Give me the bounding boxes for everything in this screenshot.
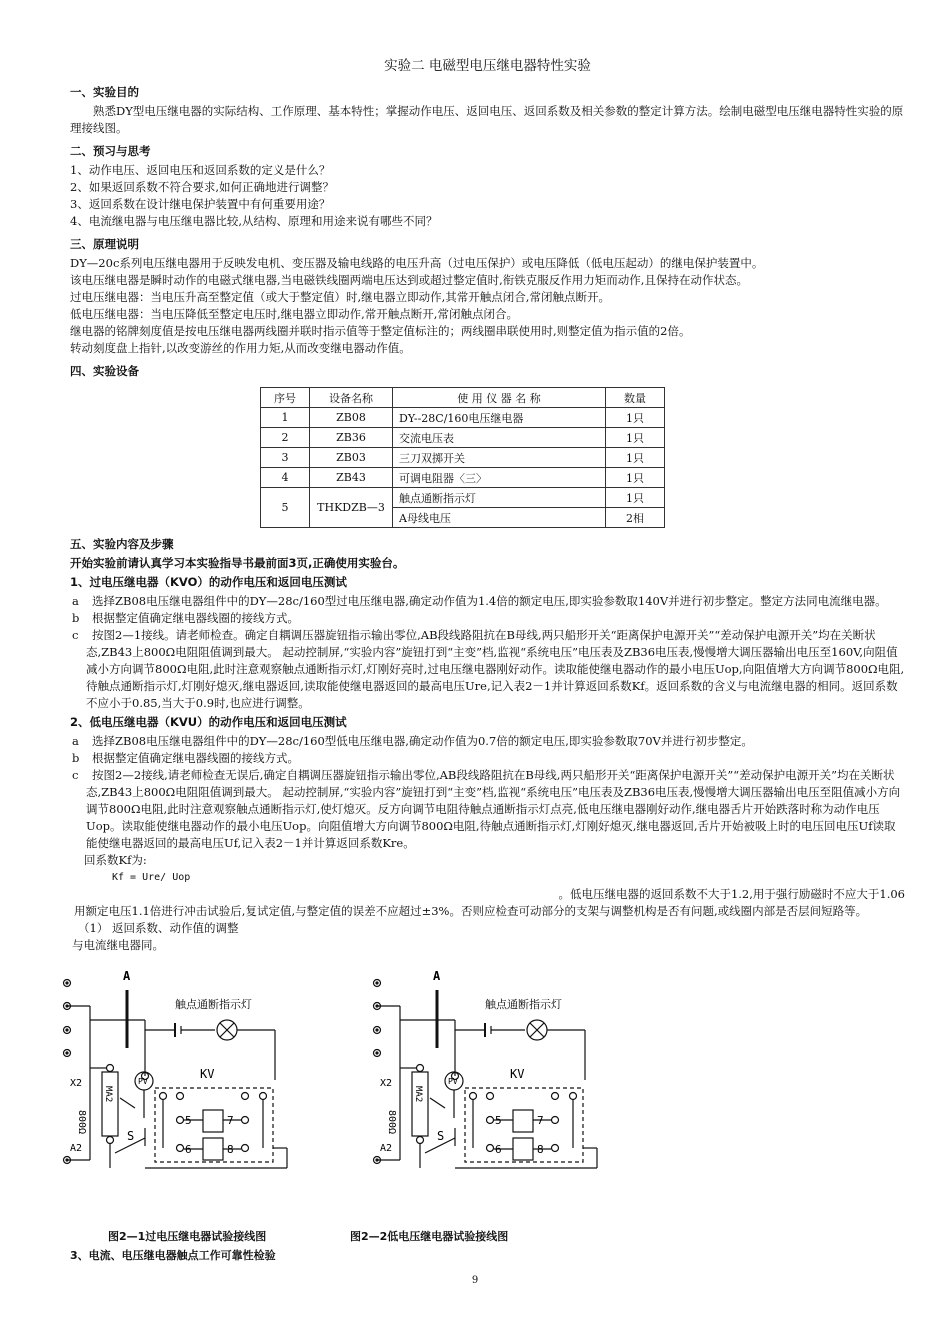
list-text: 按图2—2接线,请老师检查无误后,确定自耦调压器旋钮指示输出零位,AB段线路阻抗在B母线,两只船形开关“距离保护电源开关”“差动保护电源开关”均在关断状态,ZB43上800Ω电阻阻值调到最大。 起动控制屏,“实验内容”旋钮打到“主变”档,监视“系统电压”电压表及ZB36电压表,慢慢增大调压器输出电压至阻值减小方向调节800Ω电阻,此时注意观察触点通断指示灯,使灯熄灭。反方向调节电阻待触点通断指示灯点亮,低电压继电器刚好动作,继电器舌片开始跌落时称为动作电压Uop。读取能使继电器动作的最小电压Uop。向阻值增大方向调节800Ω电阻,待触点通断指示灯,灯刚好熄灭,继电器返回,舌片开始被吸上时的电压回电压Uf读取能使继电器返回的最高电压Uf,记入表2－1并计算返回系数Kre。	[86, 768, 901, 850]
table-cell: 三刀双掷开关	[393, 448, 606, 468]
section-heading: 一、实验目的	[70, 85, 139, 99]
list-item	[70, 627, 905, 712]
subsection-heading: 2、低电压继电器（KVU）的动作电压和返回电压测试	[70, 715, 347, 729]
page-title: 实验二 电磁型电压继电器特性实验	[384, 58, 591, 74]
list-text: 根据整定值确定继电器线圈的接线方式。	[92, 611, 299, 625]
table-cell: ZB08	[310, 408, 393, 428]
terminal-7: 7	[227, 1114, 234, 1127]
section-heading: 三、原理说明	[70, 237, 139, 251]
bus-label: A	[123, 969, 131, 983]
list-item: 2、如果返回系数不符合要求,如何正确地进行调整？	[70, 180, 334, 194]
list-text: 按图2—1接线。请老师检查。确定自耦调压器旋钮指示输出零位,AB段线路阻抗在B母线,两只船形开关“距离保护电源开关”“差动保护电源开关”均在关断状态,ZB43上800Ω电阻阻值调到最大。 起动控制屏,“实验内容”旋钮打到“主变”档,监视“系统电压”电压表及ZB36电压表,慢慢增大调压器输出电压至160V,向阻值减小方向调节800Ω电阻,此时注意观察触点通断指示灯,灯刚好亮时,过电压继电器刚好动作。读取能使继电器动作的最小电压Uop,向阻值增大方向调节800Ω电阻,待触点通断指示灯,灯刚好熄灭,继电器返回,读取能使继电器返回的最高电压Ure,记入表2－1并计算返回系数Kf。返回系数的含义与电流继电器的相同。返回系数不应小于0.85,当大于0.9时,也应进行调整。	[86, 628, 905, 710]
table-cell: 2相	[606, 508, 665, 528]
a2-label: A2	[70, 1143, 83, 1154]
table-header: 数量	[606, 388, 665, 408]
table-cell: 3	[261, 448, 310, 468]
note: 开始实验前请认真学习本实验指导书最前面3页,正确使用实验台。	[70, 556, 405, 570]
list-marker: b	[72, 751, 80, 765]
paragraph: （1） 返回系数、动作值的调整	[78, 921, 239, 935]
section-heading: 3、电流、电压继电器触点工作可靠性检验	[70, 1249, 276, 1262]
table-row	[261, 448, 665, 468]
table-cell: THKDZB—3	[310, 488, 393, 528]
page	[70, 50, 905, 954]
list-marker: a	[72, 594, 79, 608]
table-cell: 1	[261, 408, 310, 428]
list-marker: c	[72, 768, 79, 782]
table-cell: 1只	[606, 428, 665, 448]
paragraph: 转动刻度盘上指针,以改变游丝的作用力矩,从而改变继电器动作值。	[70, 341, 411, 355]
terminal-6: 6	[185, 1143, 192, 1156]
subsection-heading: 1、过电压继电器（KVO）的动作电压和返回电压测试	[70, 575, 347, 589]
table-row	[261, 468, 665, 488]
table-header: 使 用 仪 器 名 称	[393, 388, 606, 408]
switch-label: S	[437, 1129, 445, 1143]
table-row	[261, 408, 665, 428]
figure-caption: 图2—1过电压继电器试验接线图	[108, 1230, 267, 1243]
table-header: 设备名称	[310, 388, 393, 408]
table-cell: ZB43	[310, 468, 393, 488]
list-item	[70, 593, 905, 610]
lamp-label: 触点通断指示灯	[485, 998, 562, 1011]
terminal-8: 8	[537, 1143, 544, 1156]
formula-label: 回系数Kf为:	[84, 853, 147, 867]
table-cell: 交流电压表	[393, 428, 606, 448]
page-number: 9	[471, 1275, 479, 1286]
list-marker: c	[72, 628, 79, 642]
list-marker: b	[72, 611, 80, 625]
wiring-diagrams	[55, 968, 615, 1218]
kv-label: KV	[200, 1067, 215, 1081]
paragraph: 继电器的铭牌刻度值是按电压继电器两线圈并联时指示值等于整定值标注的；两线圈串联使用时,则整定值为指示值的2倍。	[70, 324, 691, 338]
paragraph: 低电压继电器：当电压降低至整定电压时,继电器立即动作,常开触点断开,常闭触点闭合。	[70, 307, 518, 321]
paragraph: 该电压继电器是瞬时动作的电磁式继电器,当电磁铁线圈两端电压达到或超过整定值时,衔铁克服反作用力矩而动作,且保持在动作状态。	[70, 273, 748, 287]
table-cell: A母线电压	[393, 508, 606, 528]
paragraph: 过电压继电器：当电压升高至整定值（或大于整定值）时,继电器立即动作,其常开触点闭合,常闭触点断开。	[70, 290, 610, 304]
terminal-5: 5	[495, 1114, 502, 1127]
table-cell: DY--28C/160电压继电器	[393, 408, 606, 428]
ma-label: MA2	[413, 1086, 423, 1103]
list-item	[70, 733, 905, 750]
x2-label: X2	[380, 1078, 393, 1089]
paragraph: 与电流继电器同。	[72, 938, 164, 952]
ma-label: MA2	[103, 1086, 113, 1103]
table-cell: 可调电阻器〈三〉	[393, 468, 606, 488]
list-item: 4、电流继电器与电压继电器比较,从结构、原理和用途来说有哪些不同？	[70, 214, 438, 228]
table-cell: 1只	[606, 468, 665, 488]
table-header: 序号	[261, 388, 310, 408]
table-cell: ZB36	[310, 428, 393, 448]
section-heading: 二、预习与思考	[70, 144, 151, 158]
table-cell: 1只	[606, 408, 665, 428]
list-text: 根据整定值确定继电器线圈的接线方式。	[92, 751, 299, 765]
terminal-7: 7	[537, 1114, 544, 1127]
resistor-label: 800Ω	[386, 1110, 397, 1135]
terminal-5: 5	[185, 1114, 192, 1127]
lamp-label: 触点通断指示灯	[175, 998, 252, 1011]
table-cell: ZB03	[310, 448, 393, 468]
bus-label: A	[433, 969, 441, 983]
table-cell: 2	[261, 428, 310, 448]
kv-label: KV	[510, 1067, 525, 1081]
table-row	[261, 428, 665, 448]
formula: Kf = Ure/ Uop	[112, 872, 191, 883]
figure-caption: 图2—2低电压继电器试验接线图	[350, 1230, 509, 1243]
resistor-label: 800Ω	[76, 1110, 87, 1135]
paragraph: 用额定电压1.1倍进行冲击试验后,复试定值,与整定值的误差不应超过±3%。否则应检查可动部分的支架与调整机构是否有问题,或线圈内部是否层间短路等。	[74, 904, 868, 918]
pv-label: PV	[138, 1077, 148, 1086]
list-item	[70, 767, 905, 852]
equipment-table	[260, 387, 665, 528]
list-text: 选择ZB08电压继电器组件中的DY—28c/160型低电压继电器,确定动作值为0.7倍的额定电压,即实验参数取70V并进行初步整定。	[92, 734, 753, 748]
a2-label: A2	[380, 1143, 393, 1154]
terminal-8: 8	[227, 1143, 234, 1156]
list-text: 选择ZB08电压继电器组件中的DY—28c/160型过电压继电器,确定动作值为1.4倍的额定电压,即实验参数取140V并进行初步整定。整定方法同电流继电器。	[92, 594, 887, 608]
list-item: 3、返回系数在设计继电保护装置中有何重要用途？	[70, 197, 331, 211]
paragraph: DY—20c系列电压继电器用于反映发电机、变压器及输电线路的电压升高（过电压保护）或电压降低（低电压起动）的继电保护装置中。	[70, 256, 764, 270]
table-cell: 1只	[606, 448, 665, 468]
list-item	[70, 750, 905, 767]
list-marker: a	[72, 734, 79, 748]
section-heading: 五、实验内容及步骤	[70, 537, 174, 551]
x2-label: X2	[70, 1078, 83, 1089]
table-cell: 1只	[606, 488, 665, 508]
paragraph: 。低电压继电器的返回系数不大于1.2,用于强行励磁时不应大于1.06	[558, 887, 905, 901]
terminal-6: 6	[495, 1143, 502, 1156]
list-item	[70, 610, 905, 627]
paragraph: 熟悉DY型电压继电器的实际结构、工作原理、基本特性；掌握动作电压、返回电压、返回系数及相关参数的整定计算方法。绘制电磁型电压继电器特性实验的原理接线图。	[70, 104, 904, 135]
table-cell: 4	[261, 468, 310, 488]
pv-label: PV	[448, 1077, 458, 1086]
list-item: 1、动作电压、返回电压和返回系数的定义是什么？	[70, 163, 331, 177]
section-heading: 四、实验设备	[70, 364, 139, 378]
table-cell: 5	[261, 488, 310, 528]
table-cell: 触点通断指示灯	[393, 488, 606, 508]
wiring-diagram-svg	[55, 968, 615, 1218]
switch-label: S	[127, 1129, 135, 1143]
table-row	[261, 488, 665, 508]
